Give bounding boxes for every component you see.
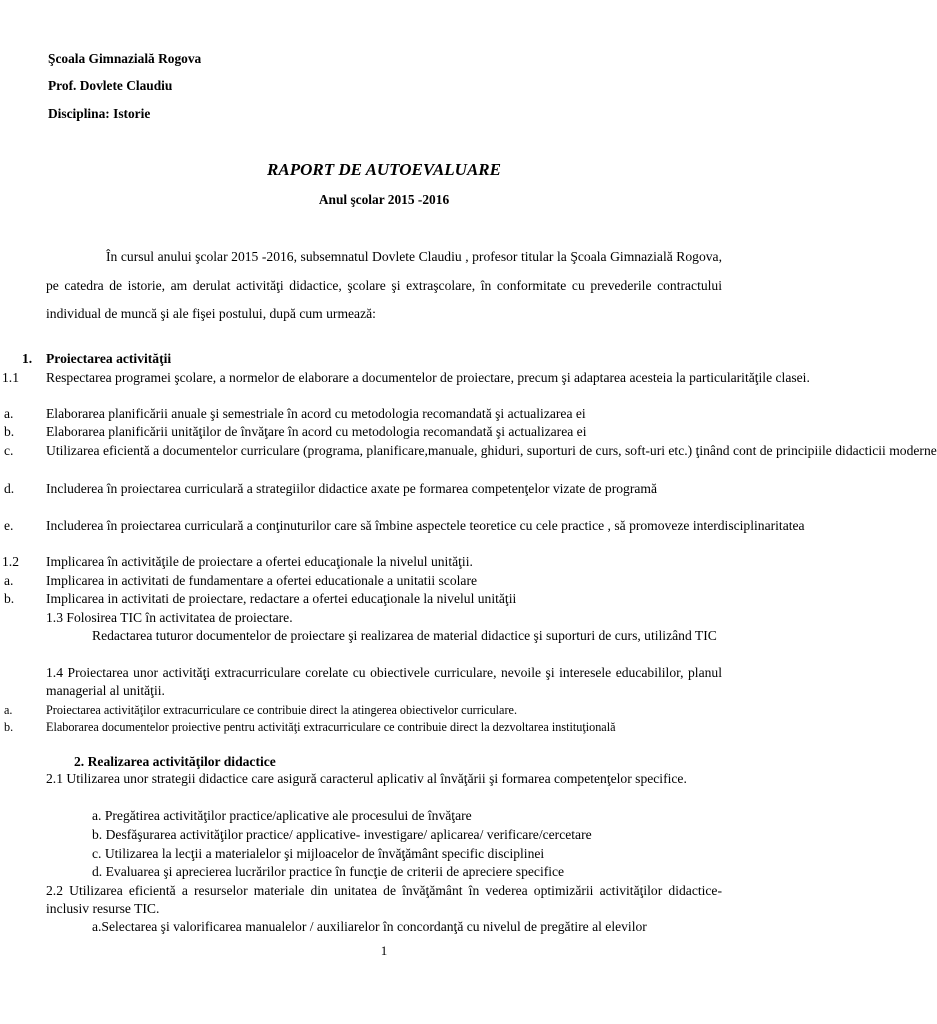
section2-2-paragraph: 2.2 Utilizarea eficientă a resurselor materiale din unitatea de învăţământ în vederea optimizării activităţilor didactice-inclusiv resurse TIC.	[46, 883, 722, 916]
section1-heading: Proiectarea activităţii	[46, 351, 172, 366]
page-number: 1	[380, 943, 388, 958]
list-item	[0, 369, 810, 405]
list-item-text: Elaborarea planificării unităţilor de învăţare în acord cu metodologia recomandată şi actualizarea ei	[46, 424, 587, 439]
list-item-text: Utilizarea eficientă a documentelor curriculare (programa, planificare,manuale, ghiduri, suporturi de curs, soft-uri etc.) ţinând cont de principiile didacticii moderne	[46, 443, 937, 458]
list-item-text: Proiectarea activităţilor extracurriculare ce contribuie direct la atingerea obiectivelor curriculare.	[46, 703, 517, 717]
tic-paragraph: Redactarea tuturor documentelor de proiectare şi realizarea de material didactice şi suporturi de curs, utilizând TIC	[92, 628, 717, 643]
section2-1-item: d. Evaluarea şi aprecierea lucrărilor practice în funcţie de criterii de apreciere specifice	[92, 864, 565, 879]
list-item-text: Includerea în proiectarea curriculară a conţinuturilor care să îmbine aspectele teoretice cu cele practice , să promoveze interdisciplinaritatea	[46, 518, 805, 533]
section2-1-item: a. Pregătirea activităţilor practice/aplicative ale procesului de învăţare	[92, 808, 472, 823]
intro-text: În cursul anului şcolar 2015 -2016, subsemnatul Dovlete Claudiu , profesor titular la Şcoala Gimnazială Rogova, pe catedra de istorie, am derulat activităţi didactice, şcolare şi extraşcolare, în conformitate cu prevederile contractului individual de muncă şi ale fişei postului, după cum urmează:	[46, 249, 722, 321]
list-item	[0, 480, 722, 516]
section2-1-item: c. Utilizarea la lecţii a materialelor şi mijloacelor de învăţământ specific disciplinei	[92, 846, 545, 861]
list-item	[0, 701, 722, 719]
list-marker: a.	[4, 703, 13, 717]
list-item	[0, 405, 722, 423]
list-item	[0, 590, 722, 608]
tic-heading: 1.3 Folosirea TIC în activitatea de proiectare.	[46, 610, 293, 625]
list-marker: c.	[4, 443, 14, 458]
list-item-text: Implicarea în activităţile de proiectare a ofertei educaţionale la nivelul unităţii.	[46, 554, 473, 569]
list-item	[0, 718, 722, 736]
list-marker: 1.2	[2, 554, 19, 569]
list-marker: a.	[4, 573, 14, 588]
list-item-text: Implicarea in activitati de fundamentare a ofertei educationale a unitatii scolare	[46, 573, 478, 588]
section2-2-item: a.Selectarea şi valorificarea manualelor / auxiliarelor în concordanţă cu nivelul de pregătire al elevilor	[92, 919, 647, 934]
extracurricular-heading: 1.4 Proiectarea unor activităţi extracurriculare corelate cu obiectivele curriculare, nevoile şi interesele educabililor, planul managerial al unităţii.	[46, 665, 722, 698]
list-marker: b.	[4, 591, 15, 606]
section2-heading: 2. Realizarea activităţilor didactice	[74, 754, 276, 769]
list-item	[0, 423, 722, 441]
list-item	[0, 442, 937, 478]
teacher-name: Prof. Dovlete Claudiu	[48, 78, 173, 93]
list-marker: a.	[4, 406, 14, 421]
list-item	[0, 517, 805, 553]
section2-1-item: b. Desfăşurarea activităţilor practice/ applicative- investigare/ aplicarea/ verificare/cercetare	[92, 827, 592, 842]
list-marker: b.	[4, 720, 14, 734]
intro-paragraph	[46, 243, 722, 329]
list-item	[0, 572, 722, 590]
section1-heading-number: 1.	[22, 351, 33, 366]
list-item-text: Elaborarea planificării anuale şi semestriale în acord cu metodologia recomandată şi actualizarea ei	[46, 406, 586, 421]
subject-line: Disciplina: Istorie	[48, 106, 151, 121]
school-name: Şcoala Gimnazială Rogova	[48, 51, 202, 66]
list-marker: 1.1	[2, 370, 19, 385]
list-marker: e.	[4, 518, 14, 533]
list-item-text: Respectarea programei şcolare, a normelor de elaborare a documentelor de proiectare, precum şi adaptarea acesteia la particularităţile clasei.	[46, 370, 810, 385]
section2-1-paragraph: 2.1 Utilizarea unor strategii didactice care asigură caracterul aplicativ al învăţării şi formarea competenţelor specifice.	[46, 771, 687, 786]
school-year: Anul şcolar 2015 -2016	[318, 192, 450, 207]
list-item-text: Includerea în proiectarea curriculară a strategiilor didactice axate pe formarea competenţelor vizate de programă	[46, 481, 657, 496]
list-item-text: Implicarea in activitati de proiectare, redactare a ofertei educaţionale la nivelul unităţii	[46, 591, 517, 606]
list-marker: b.	[4, 424, 15, 439]
list-marker: d.	[4, 481, 15, 496]
report-title: RAPORT DE AUTOEVALUARE	[267, 160, 501, 179]
list-item	[0, 553, 722, 571]
list-item-text: Elaborarea documentelor proiective pentru activităţi extracurriculare ce contribuie direct la dezvoltarea instituţională	[46, 720, 616, 734]
